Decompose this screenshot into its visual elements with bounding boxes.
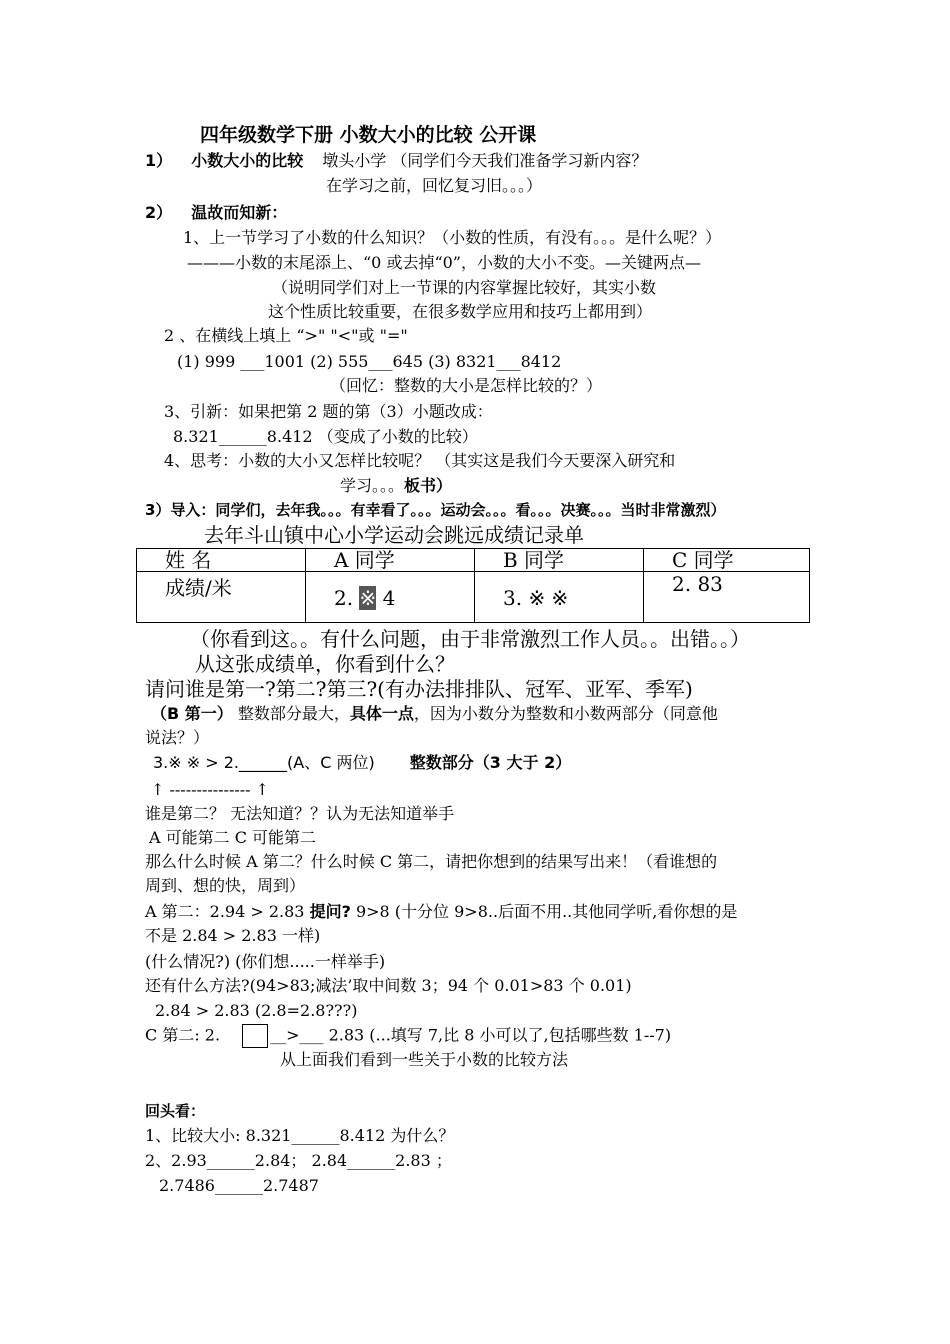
section-1-cont: 在学习之前，回忆复习旧。。。） bbox=[326, 176, 543, 195]
table-header-row bbox=[137, 549, 810, 572]
body-line-9: A 可能第二 C 可能第二 bbox=[149, 828, 317, 847]
table-caption: 去年斗山镇中心小学运动会跳远成绩记录单 bbox=[204, 523, 584, 547]
page-title: 四年级数学下册 小数大小的比较 公开课 bbox=[200, 124, 537, 146]
body-line-18: 从上面我们看到一些关于小数的比较方法 bbox=[280, 1050, 569, 1069]
score-a: 2. ※ 4 bbox=[306, 572, 475, 623]
q2-line-a: 2 、在横线上填上 “>" "<"或 "=" bbox=[164, 326, 408, 345]
table-row bbox=[137, 572, 810, 623]
q3-line-b: 8.321______8.412 （变成了小数的比较） bbox=[173, 427, 478, 446]
section-1 bbox=[145, 150, 647, 172]
q3-line-a: 3、引新：如果把第 2 题的第（3）小题改成： bbox=[164, 402, 493, 421]
q2-line-b: (1) 999 ___1001 (2) 555___645 (3) 8321___8412 bbox=[177, 352, 562, 371]
section-2 bbox=[145, 202, 287, 224]
q1-line-b: ———小数的末尾添上、“0 或去掉“0”，小数的大小不变。—关键两点— bbox=[187, 253, 701, 272]
review-heading: 回头看： bbox=[145, 1102, 206, 1120]
body-line-15: 还有什么方法?(94>83;减法’取中间数 3；94 个 0.01>83 个 0.01) bbox=[145, 976, 632, 995]
row-label: 成绩/米 bbox=[137, 572, 306, 623]
section-1-number: 1） bbox=[145, 151, 173, 170]
body-line-10: 那么什么时候 A 第二？什么时候 C 第二，请把你想到的结果写出来！（看谁想的 bbox=[145, 852, 718, 871]
review-line-1: 1、比较大小: 8.321______8.412 为什么？ bbox=[145, 1126, 455, 1145]
body-line-17: C 第二: 2. __>___ 2.83 (...填写 7,比 8 小可以了,包括哪些数 1--7) bbox=[145, 1024, 671, 1048]
section-2-number: 2） bbox=[145, 203, 173, 222]
q4-text: 学习。。。 bbox=[340, 476, 405, 495]
q2-line-c: （回忆：整数的大小是怎样比较的？） bbox=[330, 376, 603, 395]
body-line-14: (什么情况?) (你们想.....一样举手) bbox=[145, 952, 386, 971]
header-b: B 同学 bbox=[475, 549, 644, 572]
body-line-8: 谁是第二？ 无法知道？？认为无法知道举手 bbox=[145, 804, 455, 823]
q1-line-c: （说明同学们对上一节课的内容掌握比较好，其实小数 bbox=[272, 278, 657, 297]
body-line-6: 3.※ ※ > 2.______(A、C 两位) 整数部分（3 大于 2） bbox=[153, 753, 572, 772]
review-line-3: 2.7486______2.7487 bbox=[159, 1176, 319, 1195]
header-a: A 同学 bbox=[306, 549, 475, 572]
section-3: 3）导入：同学们，去年我。。。有幸看了。。。运动会。。。看。。。决赛。。。当时非常激烈） bbox=[145, 501, 726, 519]
score-a-hidden-digit: ※ bbox=[359, 586, 377, 610]
body-line-7: ↑ --------------- ↑ bbox=[151, 780, 270, 799]
score-b: 3. ※ ※ bbox=[475, 572, 644, 623]
q4-line-a: 4、思考：小数的大小又怎样比较呢？ （其实这是我们今天要深入研究和 bbox=[164, 451, 676, 470]
score-table bbox=[136, 548, 810, 623]
q4-board-label: 板书） bbox=[404, 476, 453, 495]
review-line-2: 2、2.93______2.84； 2.84______2.83 ； bbox=[145, 1151, 452, 1170]
section-1-heading: 小数大小的比较 bbox=[191, 151, 304, 170]
body-line-2: 从这张成绩单，你看到什么？ bbox=[195, 652, 455, 676]
section-1-text: 墩头小学 （同学们今天我们准备学习新内容？ bbox=[322, 151, 648, 170]
body-line-12: A 第二：2.94 > 2.83 提问? 9>8 (十分位 9>8..后面不用..其他同学听,看你想的是 bbox=[145, 902, 738, 921]
score-c: 2. 83 bbox=[644, 572, 810, 623]
section-2-heading: 温故而知新： bbox=[191, 203, 288, 222]
body-line-1: （你看到这。。有什么问题，由于非常激烈工作人员。。出错。。） bbox=[190, 627, 750, 651]
body-line-11: 周到、想的快，周到） bbox=[145, 876, 306, 895]
body-line-4: （B 第一） 整数部分最大，具体一点，因为小数分为整数和小数两部分（同意他 bbox=[151, 704, 718, 723]
q1-line-d: 这个性质比较重要，在很多数学应用和技巧上都用到） bbox=[268, 302, 653, 321]
q4-line-b bbox=[340, 475, 452, 497]
q1-line-a: 1、上一节学习了小数的什么知识？（小数的性质，有没有。。。是什么呢？） bbox=[183, 228, 722, 247]
header-name: 姓 名 bbox=[137, 549, 306, 572]
body-line-16: 2.84 > 2.83 (2.8=2.8???) bbox=[155, 1001, 358, 1020]
body-line-13: 不是 2.84 > 2.83 一样) bbox=[145, 926, 321, 945]
body-line-3: 请问谁是第一?第二?第三?(有办法排排队、冠军、亚军、季军) bbox=[145, 677, 693, 701]
header-c: C 同学 bbox=[644, 549, 810, 572]
blank-box bbox=[242, 1024, 268, 1048]
body-line-5: 说法？） bbox=[145, 728, 210, 747]
